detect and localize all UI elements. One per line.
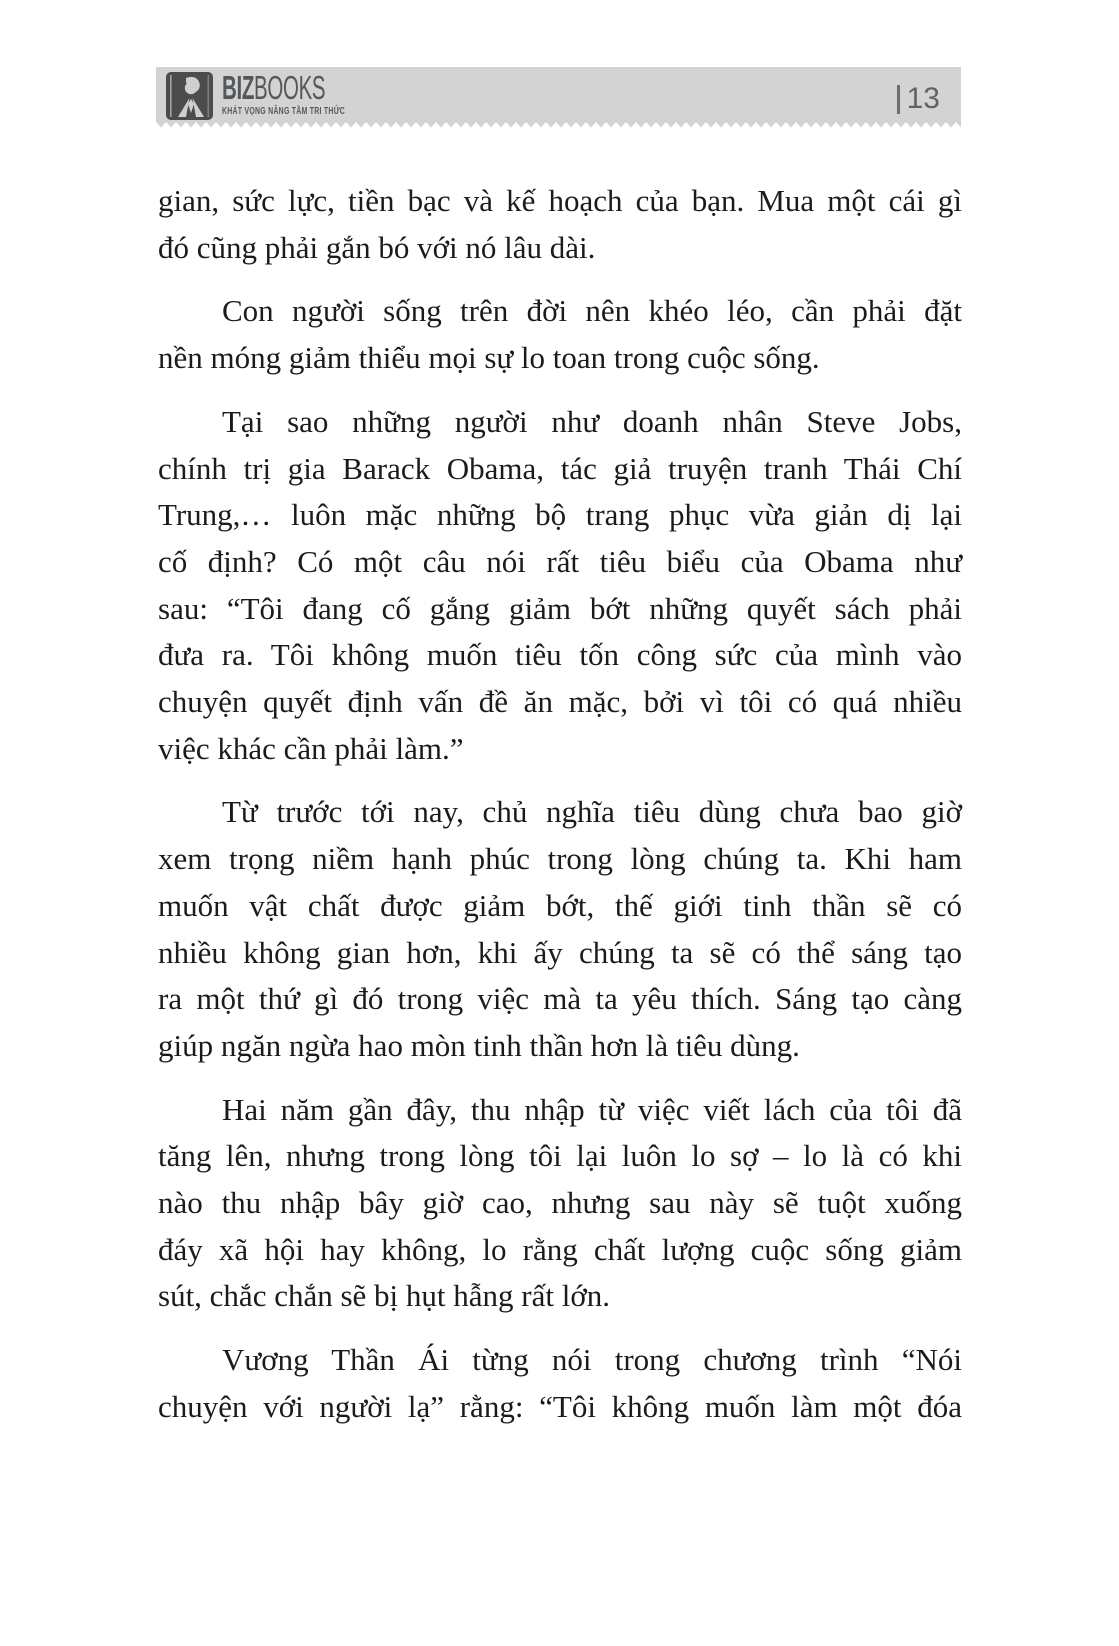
text-line: gian, sức lực, tiền bạc và kế hoạch của bạn. Mua một cái gì	[158, 183, 962, 218]
text-line: sau: “Tôi đang cố gắng giảm bớt những quyết sách phải	[158, 590, 962, 626]
text-line: Từ trước tới nay, chủ nghĩa tiêu dùng chưa bao giờ	[222, 794, 962, 830]
logo-text-block	[222, 69, 408, 117]
text-line: cố định? Có một câu nói rất tiêu biểu của Obama như	[158, 543, 962, 579]
brand-tagline: KHÁT VỌNG NÂNG TẦM TRI THỨC	[222, 105, 345, 117]
text-line: chính trị gia Barack Obama, tác giả truyện tranh Thái Chí	[158, 450, 962, 486]
page-content	[158, 178, 962, 1431]
text-line: Hai năm gần đây, thu nhập từ việc viết lách của tôi đã	[222, 1091, 962, 1127]
paragraph	[158, 1337, 962, 1430]
text-line: ra một thứ gì đó trong việc mà ta yêu thích. Sáng tạo càng	[158, 981, 962, 1017]
text-line: Con người sống trên đời nên khéo léo, cần phải đặt	[222, 293, 962, 329]
brand-name-books: BOOKS	[254, 69, 326, 106]
paragraph	[158, 178, 962, 271]
publisher-logo	[166, 69, 408, 120]
text-line: nền móng giảm thiểu mọi sự lo toan trong cuộc sống.	[158, 340, 820, 376]
paragraph	[158, 789, 962, 1069]
brand-name-biz: BIZ	[222, 69, 255, 106]
text-line: đó cũng phải gắn bó với nó lâu dài.	[158, 229, 596, 265]
text-line: sút, chắc chắn sẽ bị hụt hẫng rất lớn.	[158, 1278, 610, 1314]
perforated-edge	[156, 122, 961, 128]
text-line: Tại sao những người như doanh nhân Steve Jobs,	[222, 403, 962, 439]
paragraph	[158, 288, 962, 381]
text-line: muốn vật chất được giảm bớt, thế giới tinh thần sẽ có	[158, 887, 962, 923]
text-line: Trung,… luôn mặc những bộ trang phục vừa giản dị lại	[158, 497, 962, 533]
page-number	[897, 84, 940, 114]
text-line: nào thu nhập bây giờ cao, nhưng sau này sẽ tuột xuống	[158, 1185, 962, 1221]
separator-bar	[897, 85, 900, 114]
brand-name	[222, 69, 338, 106]
text-line: nhiều không gian hơn, khi ấy chúng ta sẽ có thể sáng tạo	[158, 934, 962, 970]
text-line: đáy xã hội hay không, lo rằng chất lượng cuộc sống giảm	[158, 1231, 962, 1267]
bizbooks-logo-icon	[166, 72, 213, 120]
text-line: xem trọng niềm hạnh phúc trong lòng chúng ta. Khi ham	[158, 841, 962, 877]
page-number-value: 13	[906, 82, 940, 115]
paragraph	[158, 1087, 962, 1321]
text-line: tăng lên, nhưng trong lòng tôi lại luôn lo sợ – lo là có khi	[158, 1138, 962, 1174]
text-line: Vương Thần Ái từng nói trong chương trình “Nói	[222, 1342, 962, 1378]
text-line: giúp ngăn ngừa hao mòn tinh thần hơn là tiêu dùng.	[158, 1027, 800, 1063]
text-line: đưa ra. Tôi không muốn tiêu tốn công sức của mình vào	[158, 637, 962, 673]
text-line: việc khác cần phải làm.”	[158, 730, 464, 766]
paragraph	[158, 399, 962, 773]
header-band	[156, 67, 961, 122]
text-line: chuyện với người lạ” rằng: “Tôi không muốn làm một đóa	[158, 1388, 962, 1424]
text-line: chuyện quyết định vấn đề ăn mặc, bởi vì tôi có quá nhiều	[158, 684, 962, 720]
